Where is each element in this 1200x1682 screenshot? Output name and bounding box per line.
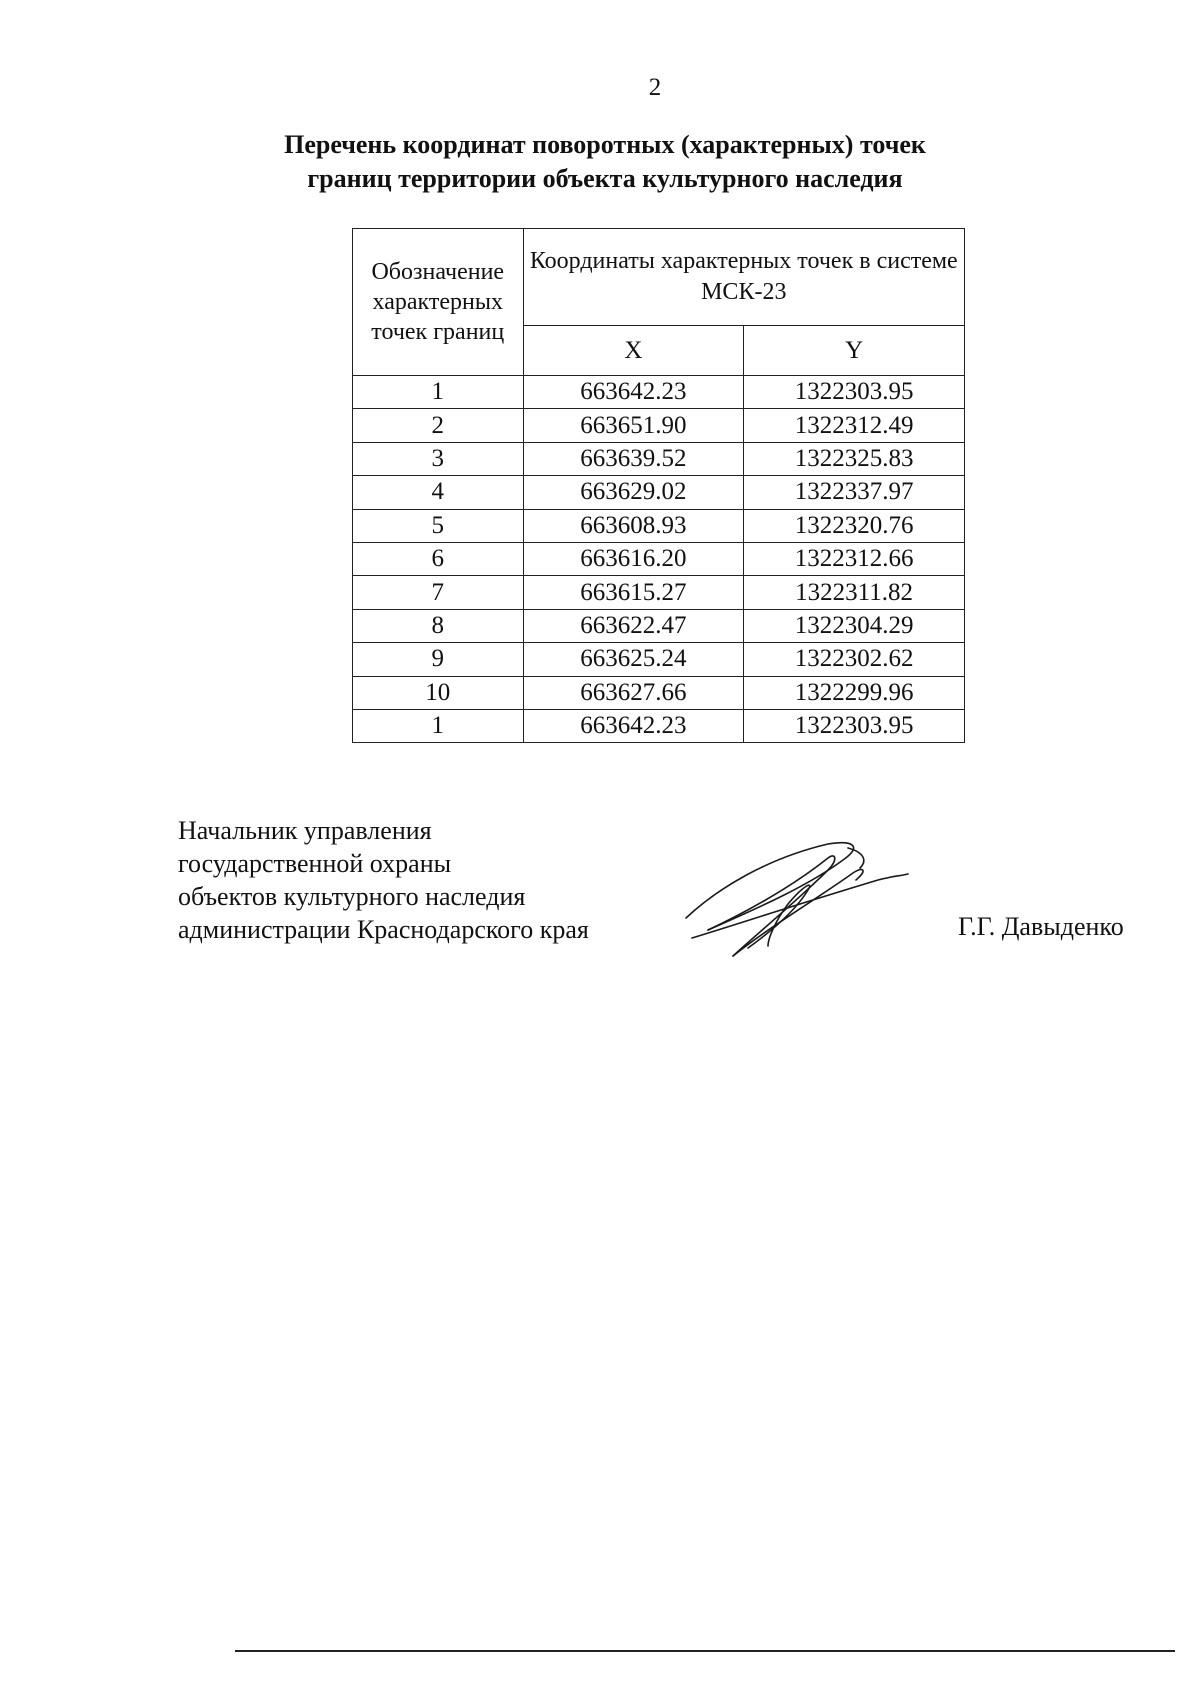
page-number: 2 (648, 74, 662, 101)
point-cell: 8 (353, 609, 524, 642)
table-row (353, 442, 965, 475)
table-row (353, 609, 965, 642)
header-y: Y (744, 326, 965, 376)
table-row (353, 643, 965, 676)
point-cell: 10 (353, 676, 524, 709)
table-row (353, 576, 965, 609)
table-row (353, 476, 965, 509)
table-row (353, 542, 965, 575)
point-cell: 1 (353, 709, 524, 742)
x-cell: 663629.02 (523, 476, 744, 509)
table-row (353, 509, 965, 542)
point-cell: 6 (353, 542, 524, 575)
table-row (353, 409, 965, 442)
y-cell: 1322325.83 (744, 442, 965, 475)
signatory-position (178, 814, 589, 946)
title-line-1: Перечень координат поворотных (характерных) точек (284, 130, 926, 159)
coordinates-table-body (353, 376, 965, 743)
document-title (250, 128, 960, 196)
signatory-line-4: администрации Краснодарского края (178, 915, 589, 944)
point-cell: 3 (353, 442, 524, 475)
y-cell: 1322337.97 (744, 476, 965, 509)
y-cell: 1322303.95 (744, 376, 965, 409)
y-cell: 1322304.29 (744, 609, 965, 642)
x-cell: 663608.93 (523, 509, 744, 542)
x-cell: 663642.23 (523, 709, 744, 742)
signatory-line-3: объектов культурного наследия (178, 882, 526, 911)
table-row (353, 676, 965, 709)
point-cell: 7 (353, 576, 524, 609)
point-cell: 2 (353, 409, 524, 442)
x-cell: 663639.52 (523, 442, 744, 475)
bottom-rule (235, 1650, 1175, 1652)
point-cell: 5 (353, 509, 524, 542)
x-cell: 663627.66 (523, 676, 744, 709)
signatory-line-1: Начальник управления (178, 816, 432, 845)
x-cell: 663651.90 (523, 409, 744, 442)
y-cell: 1322312.66 (744, 542, 965, 575)
x-cell: 663616.20 (523, 542, 744, 575)
y-cell: 1322302.62 (744, 643, 965, 676)
header-x: X (523, 326, 744, 376)
x-cell: 663642.23 (523, 376, 744, 409)
y-cell: 1322311.82 (744, 576, 965, 609)
header-point-designation: Обозначение характерных точек границ (353, 229, 524, 376)
table-row (353, 376, 965, 409)
x-cell: 663625.24 (523, 643, 744, 676)
point-cell: 9 (353, 643, 524, 676)
x-cell: 663622.47 (523, 609, 744, 642)
y-cell: 1322320.76 (744, 509, 965, 542)
point-cell: 1 (353, 376, 524, 409)
signer-name: Г.Г. Давыденко (958, 912, 1124, 941)
header-coordinates: Координаты характерных точек в системе МСК-23 (523, 229, 964, 326)
y-cell: 1322312.49 (744, 409, 965, 442)
y-cell: 1322303.95 (744, 709, 965, 742)
coordinates-table (352, 228, 965, 743)
signatory-line-2: государственной охраны (178, 849, 452, 878)
y-cell: 1322299.96 (744, 676, 965, 709)
handwritten-signature (678, 838, 913, 968)
title-line-2: границ территории объекта культурного наследия (307, 164, 903, 193)
x-cell: 663615.27 (523, 576, 744, 609)
point-cell: 4 (353, 476, 524, 509)
table-row (353, 709, 965, 742)
